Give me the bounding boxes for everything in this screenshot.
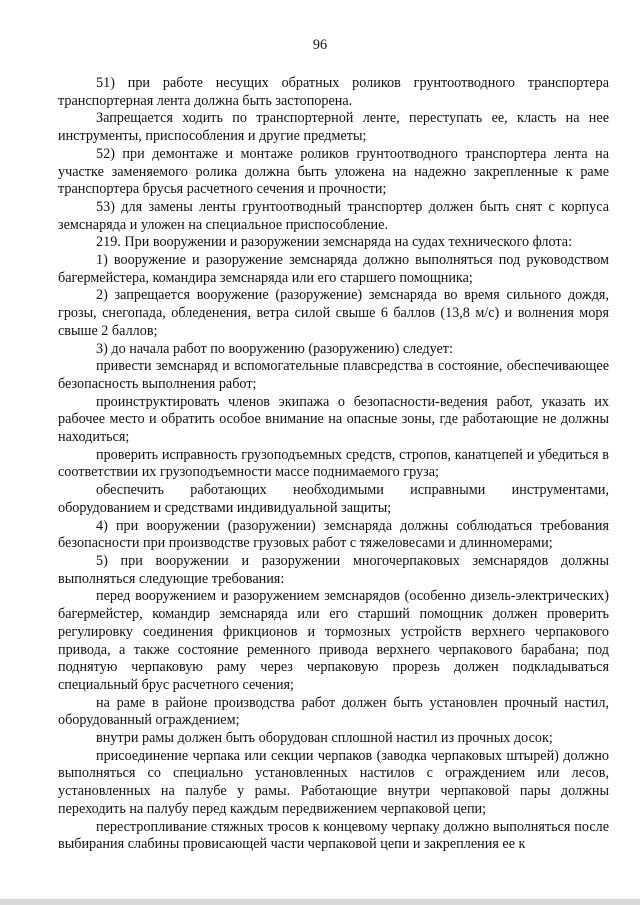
document-body	[58, 75, 609, 854]
paragraph: 2) запрещается вооружение (разоружение) земснаряда во время сильного дождя, грозы, снегопада, обледенения, ветра силой свыше 6 баллов (13,8 м/с) и волнения моря свыше 2 баллов;	[58, 287, 609, 339]
paragraph: 219. При вооружении и разоружении земснаряда на судах технического флота:	[96, 234, 573, 251]
paragraph: 53) для замены ленты грунтоотводный транспортер должен быть снят с корпуса земснаряда и уложен на специальное приспособление.	[58, 198, 609, 233]
paragraph: присоединение черпака или секции черпаков (заводка черпаковых штырей) должно выполняться со специально установленных настилов с ограждением или лесов, установленных на палубе у рамы. Работающие внутри черпаковой пары должны переходить на палубу перед каждым передвижением черпаковой цепи;	[58, 747, 609, 817]
paragraph: на раме в районе производства работ должен быть установлен прочный настил, оборудованный ограждением;	[58, 694, 609, 729]
paragraph: 51) при работе несущих обратных роликов грунтоотводного транспортера транспортерная лента должна быть застопорена.	[58, 75, 609, 109]
paragraph: 52) при демонтаже и монтаже роликов грунтоотводного транспортера лента на участке заменяемого ролика должна быть уложена на надежно закрепленные к раме транспортера брусья расчетного сечения и прочности;	[58, 145, 609, 198]
paragraph: перед вооружением и разоружением земснарядов (особенно дизель-электрических) багермейстер, командир земснаряда или его старший помощник должен проверить регулировку соединения фрикционов и тормозных устройств верхнего черпакового привода, а также состояние ременного привода верхнего черпакового барабана; под поднятую черпаковую раму через черпаковую прорезь должен подкладываться специальный брус расчетного сечения;	[58, 588, 609, 693]
paragraph: проверить исправность грузоподъемных средств, стропов, канатцепей и убедиться в соответствии их грузоподъемности массе поднимаемого груза;	[58, 446, 609, 481]
paragraph: внутри рамы должен быть оборудован сплошной настил из прочных досок;	[96, 730, 553, 747]
paragraph: привести земснаряд и вспомогательные плавсредства в состояние, обеспечивающее безопасность выполнения работ;	[58, 358, 609, 392]
paragraph: 3) до начала работ по вооружению (разоружению) следует:	[96, 340, 453, 357]
page-number: 96	[312, 37, 328, 53]
page-bottom-edge	[0, 899, 640, 905]
paragraph: 4) при вооружении (разоружении) земснаряда должны соблюдаться требования безопасности при производстве грузовых работ с тяжеловесами и длинномерами;	[58, 517, 609, 552]
paragraph: Запрещается ходить по транспортерной ленте, переступать ее, класть на нее инструменты, приспособления и другие предметы;	[58, 110, 609, 145]
paragraph: 1) вооружение и разоружение земснаряда должно выполняться под руководством багермейстера, командира земснаряда или его старшего помощника;	[58, 252, 609, 286]
paragraph: обеспечить работающих необходимыми исправными инструментами, оборудованием и средствами индивидуальной защиты;	[58, 482, 609, 516]
paragraph: перестропливание стяжных тросов к концевому черпаку должно выполняться после выбирания слабины провисающей части черпаковой цепи и закрепления ее к	[58, 818, 609, 853]
paragraph: проинструктировать членов экипажа о безопасности-ведения работ, указать их рабочее место и обратить особое внимание на опасные зоны, где работающие не должны находиться;	[58, 393, 609, 446]
paragraph: 5) при вооружении и разоружении многочерпаковых земснарядов должны выполняться следующие требования:	[58, 552, 609, 587]
